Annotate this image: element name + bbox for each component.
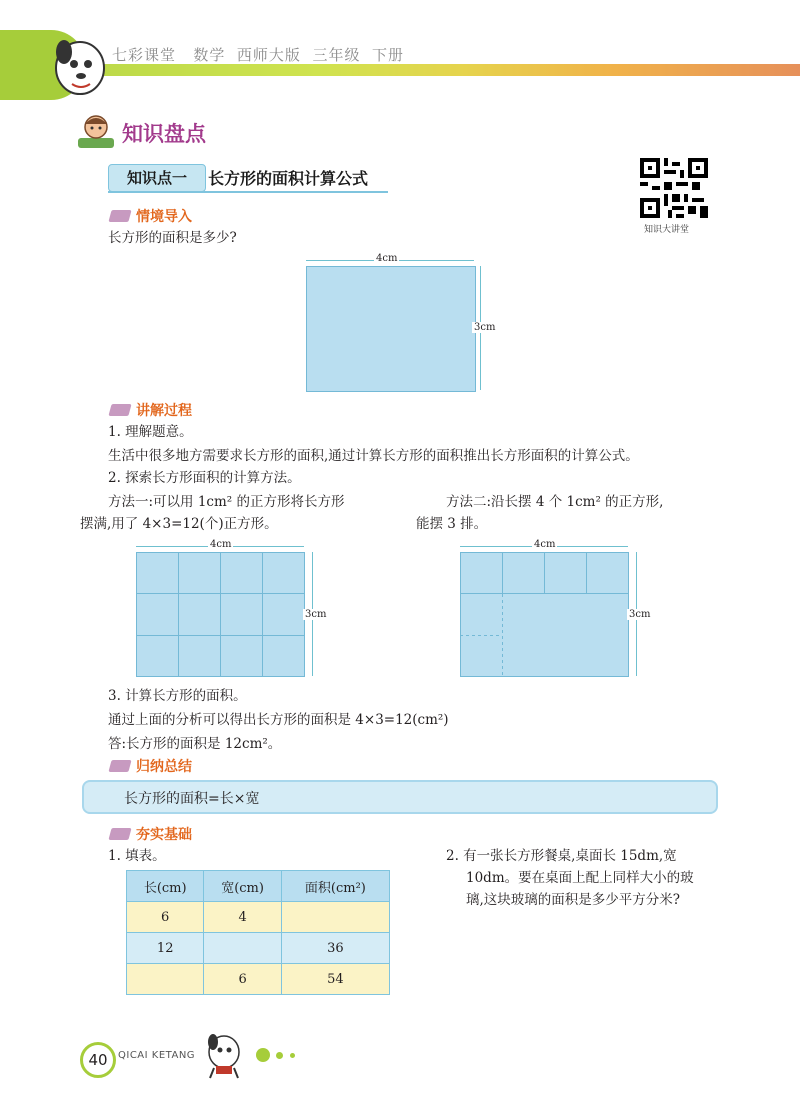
method2-height-label: 3cm (629, 609, 651, 620)
knowledge-point-label: 知识点一 (108, 164, 206, 192)
step2: 2. 探索长方形面积的计算方法。 (108, 470, 301, 486)
practice-q2-line3: 璃,这块玻璃的面积是多少平方分米? (466, 892, 681, 908)
knowledge-point-title: 长方形的面积计算公式 (208, 169, 369, 188)
step1-text: 生活中很多地方需要求长方形的面积,通过计算长方形的面积推出长方形面积的计算公式。 (108, 448, 639, 464)
explanation-heading: 讲解过程 (136, 403, 192, 419)
intro-height-label: 3cm (474, 322, 496, 333)
intro-heading: 情境导入 (136, 209, 192, 225)
practice-q1: 1. 填表。 (108, 848, 166, 864)
mascot-dog-icon (50, 30, 110, 100)
section-title: 知识盘点 (122, 122, 206, 146)
method1-line2: 摆满,用了 4×3=12(个)正方形。 (80, 516, 278, 532)
intro-heading-icon (108, 210, 131, 222)
header-color-bar (58, 64, 800, 76)
practice-heading: 夯实基础 (136, 827, 192, 843)
table-cell: 12 (127, 933, 204, 964)
footer-dot-large (256, 1048, 270, 1062)
practice-heading-icon (108, 828, 131, 840)
summary-heading: 归纳总结 (136, 759, 192, 775)
method2-width-label: 4cm (534, 539, 556, 550)
header-series: 七彩课堂 (112, 46, 177, 64)
table-cell-blank[interactable] (204, 933, 281, 964)
answer: 答:长方形的面积是 12cm²。 (108, 736, 282, 752)
table-row (127, 964, 390, 995)
intro-width-label: 4cm (376, 253, 398, 264)
table-header-row (127, 871, 390, 902)
method2-line1: 方法二:沿长摆 4 个 1cm² 的正方形, (446, 494, 664, 510)
method2-line2: 能摆 3 排。 (416, 516, 488, 532)
table-header-area: 面积(cm²) (281, 871, 389, 902)
table-header-width: 宽(cm) (204, 871, 281, 902)
table-cell: 36 (281, 933, 389, 964)
method1-grid (136, 552, 306, 678)
method2-grid (460, 552, 630, 678)
practice-q2-line2: 10dm。要在桌面上配上同样大小的玻 (466, 870, 694, 886)
table-cell: 54 (281, 964, 389, 995)
footer-dot-medium (276, 1052, 283, 1059)
step3: 3. 计算长方形的面积。 (108, 688, 247, 704)
practice-q2-line1: 2. 有一张长方形餐桌,桌面长 15dm,宽 (446, 848, 677, 864)
step3-text: 通过上面的分析可以得出长方形的面积是 4×3=12(cm²) (108, 712, 449, 728)
table-cell: 6 (204, 964, 281, 995)
qr-caption: 知识大讲堂 (644, 225, 690, 235)
knowledge-point-underline (108, 191, 388, 193)
page-number: 40 (80, 1042, 116, 1078)
explanation-heading-icon (108, 404, 131, 416)
table-cell: 6 (127, 902, 204, 933)
header-book-info (112, 44, 404, 65)
header-volume: 下册 (372, 46, 405, 64)
qr-code-icon[interactable] (640, 158, 708, 218)
section-boy-icon (76, 112, 116, 150)
table-cell-blank[interactable] (127, 964, 204, 995)
header-edition: 西师大版 (236, 46, 301, 64)
intro-question: 长方形的面积是多少? (108, 230, 237, 246)
footer-dot-small (290, 1053, 295, 1058)
header-subject: 数学 (193, 46, 226, 64)
footer-dog-icon (200, 1030, 248, 1080)
intro-rectangle (306, 266, 476, 392)
table-cell: 4 (204, 902, 281, 933)
method1-width-label: 4cm (210, 539, 232, 550)
summary-heading-icon (108, 760, 131, 772)
table-cell-blank[interactable] (281, 902, 389, 933)
summary-formula-box (82, 780, 718, 814)
summary-formula: 长方形的面积=长×宽 (124, 791, 260, 807)
method1-height-label: 3cm (305, 609, 327, 620)
table-row (127, 933, 390, 964)
header-grade: 三年级 (312, 46, 361, 64)
table-header-length: 长(cm) (127, 871, 204, 902)
step1: 1. 理解题意。 (108, 424, 193, 440)
footer-brand: QICAI KETANG (118, 1050, 196, 1061)
table-row (127, 902, 390, 933)
method1-line1: 方法一:可以用 1cm² 的正方形将长方形 (108, 494, 345, 510)
practice-table (126, 870, 390, 995)
